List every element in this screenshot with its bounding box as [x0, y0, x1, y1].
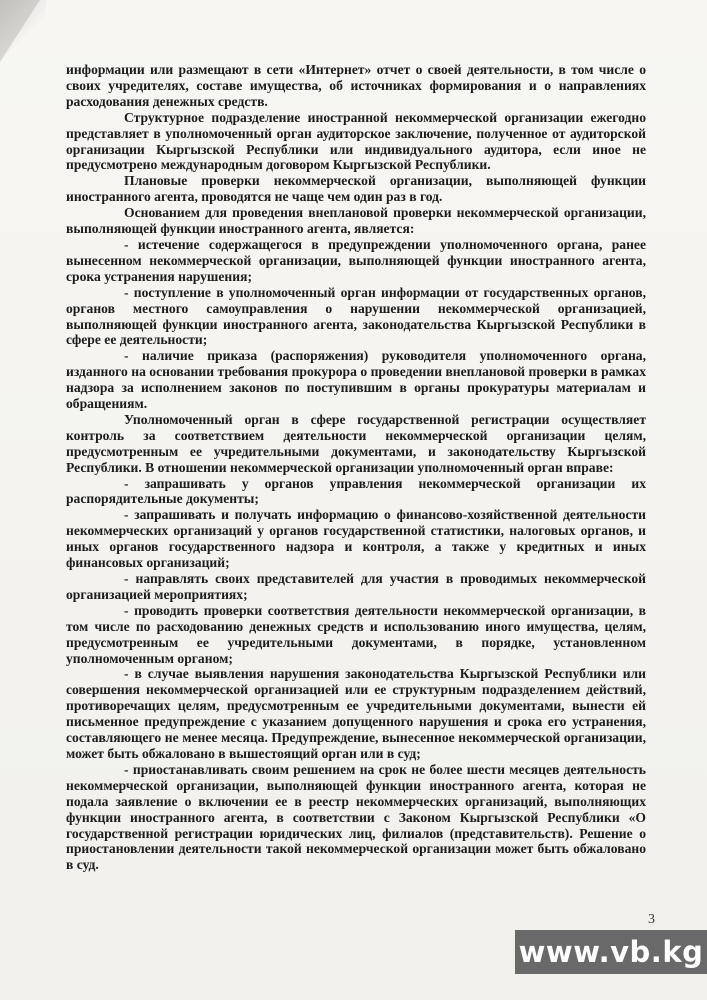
- list-item: - в случае выявления нарушения законодательства Кыргызской Республики или совершения некоммерческой организацией или ее структурным подразделением действий, противоречащих целям, предусмотренным ее учредительными документами, вынести ей письменное предупреждение с указанием допущенного нарушения и срока его устранения, составляющего не менее месяца. Предупреждение, вынесенное некоммерческой организации, может быть обжаловано в вышестоящий орган или в суд;: [66, 666, 646, 761]
- page-number: 3: [648, 912, 655, 927]
- list-item: - направлять своих представителей для участия в проводимых некоммерческой организацией мероприятиях;: [66, 571, 646, 602]
- list-item: - запрашивать у органов управления некоммерческой организации их распорядительные документы;: [66, 475, 646, 507]
- paragraph: Уполномоченный орган в сфере государственной регистрации осуществляет контроль за соответствием деятельности некоммерческой организации целям, предусмотренным ее учредительными документами, и законодательству Кыргызской Республики. В отношении некоммерческой организации уполномоченный орган вправе:: [66, 411, 646, 475]
- paragraph: Структурное подразделение иностранной некоммерческой организации ежегодно представляет в уполномоченный орган аудиторское заключение, полученное от аудиторской организации Кыргызской Республики или индивидуального аудитора, если иное не предусмотрено международным договором Кыргызской Республики.: [66, 109, 646, 173]
- list-item: - поступление в уполномоченный орган информации от государственных органов, органов местного самоуправления о нарушении некоммерческой организацией, выполняющей функции иностранного агента, законодательства Кыргызской Республики в сфере ее деятельности;: [66, 284, 646, 348]
- paragraph: информации или размещают в сети «Интернет» отчет о своей деятельности, в том числе о своих учредителях, составе имущества, об источниках формирования и о направлениях расходования денежных средств.: [66, 62, 646, 109]
- watermark: www.vb.kg: [515, 930, 707, 974]
- list-item: - проводить проверки соответствия деятельности некоммерческой организации, в том числе по расходованию денежных средств и использованию иного имущества, целям, предусмотренным ее учредительными документами, в порядке, установленном уполномоченным органом;: [66, 602, 646, 666]
- paragraph: Основанием для проведения внеплановой проверки некоммерческой организации, выполняющей функции иностранного агента, является:: [66, 205, 646, 237]
- folded-corner-shadow: [0, 0, 46, 70]
- list-item: - истечение содержащегося в предупреждении уполномоченного органа, ранее вынесенном некоммерческой организации, выполняющей функции иностранного агента, срока устранения нарушения;: [66, 236, 646, 284]
- list-item: - приостанавливать своим решением на срок не более шести месяцев деятельность некоммерческой организации, выполняющей функции иностранного агента, которая не подала заявление о включении ее в реестр некоммерческих организаций, выполняющих функции иностранного агента, в соответствии с Законом Кыргызской Республики «О государственной регистрации юридических лиц, филиалов (представительств). Решение о приостановлении деятельности такой некоммерческой организации может быть обжаловано в суд.: [66, 761, 646, 873]
- document-body: [66, 62, 646, 873]
- list-item: - наличие приказа (распоряжения) руководителя уполномоченного органа, изданного на основании требования прокурора о проведении внеплановой проверки в рамках надзора за исполнением законов по поступившим в органы прокуратуры материалам и обращениям.: [66, 348, 646, 412]
- list-item: - запрашивать и получать информацию о финансово-хозяйственной деятельности некоммерческих организаций у органов государственной статистики, налоговых органов, и иных органов государственного надзора и контроля, а также у кредитных и иных финансовых организаций;: [66, 507, 646, 571]
- paragraph: Плановые проверки некоммерческой организации, выполняющей функции иностранного агента, проводятся не чаще чем один раз в год.: [66, 173, 646, 205]
